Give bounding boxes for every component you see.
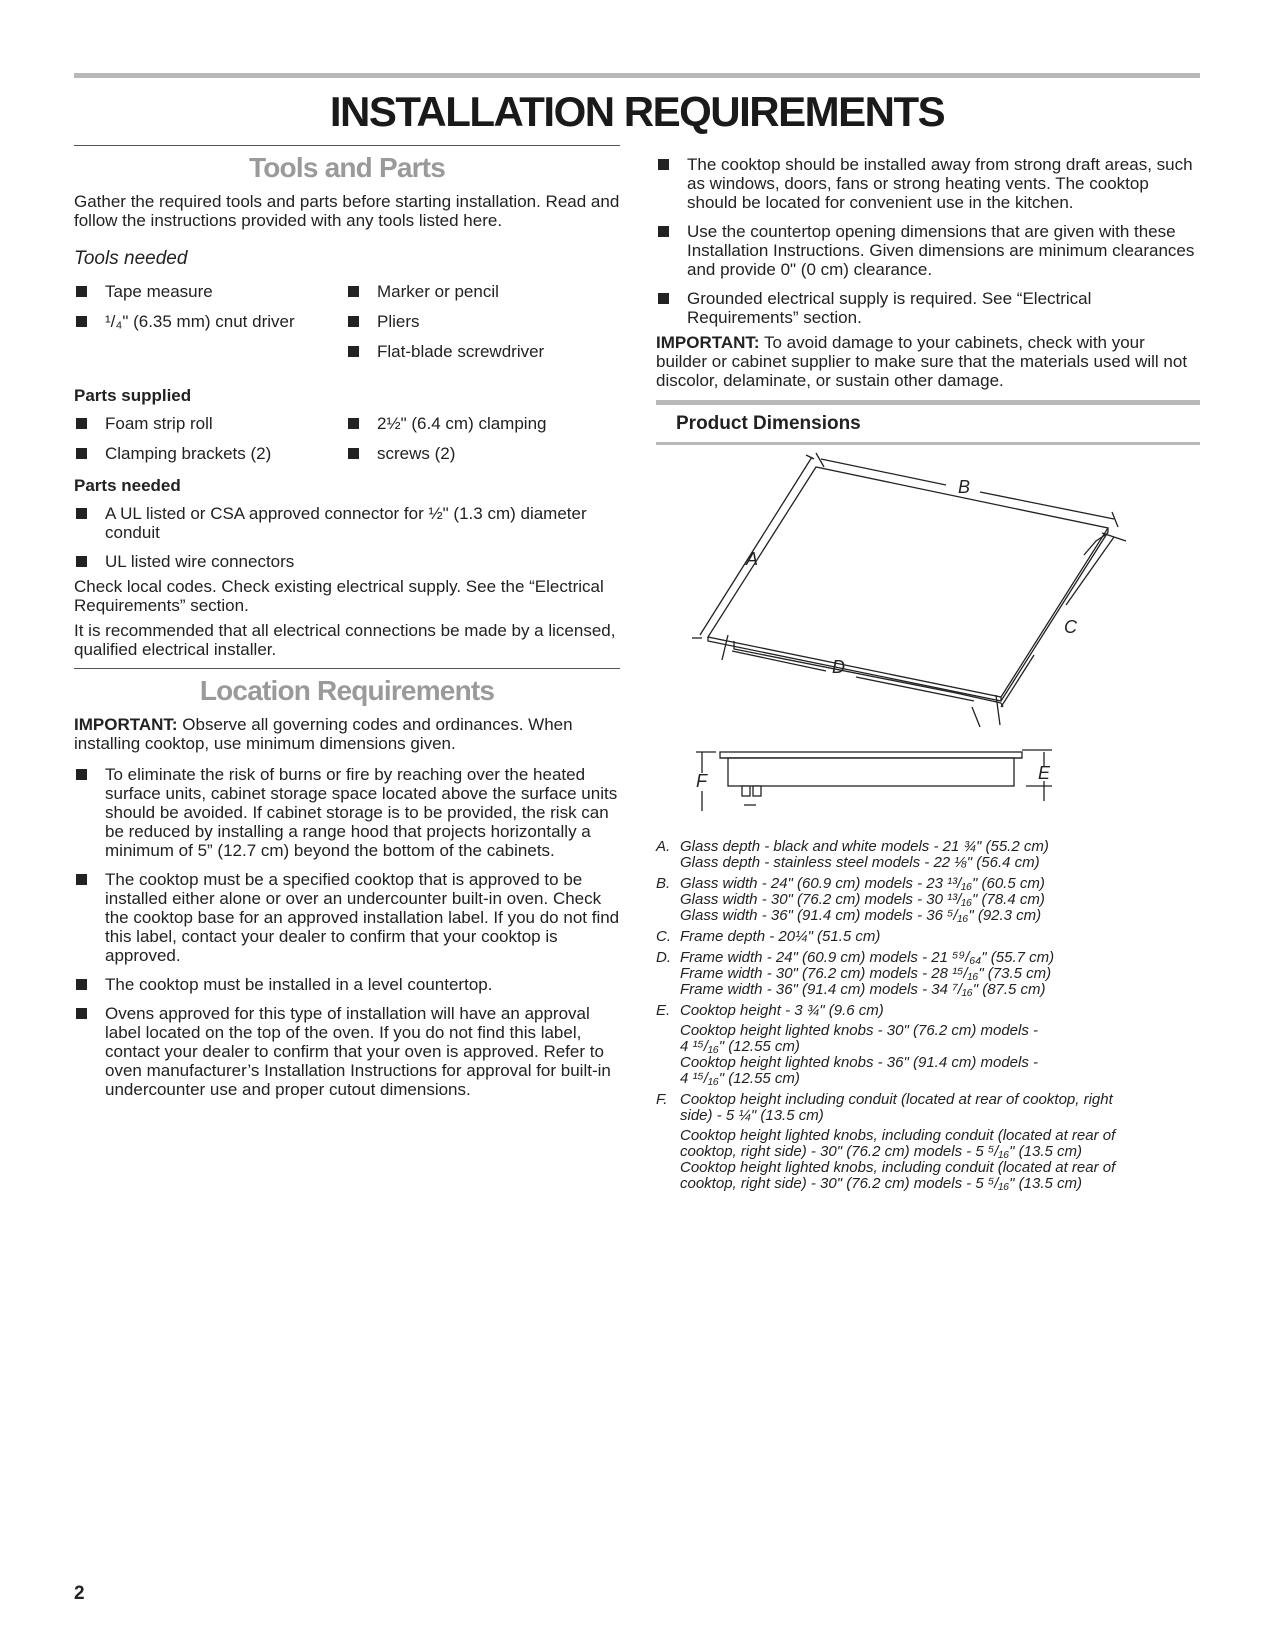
legend-line: Cooktop height - 3 ¾" (9.6 cm) <box>680 1002 884 1019</box>
legend-line: Frame depth - 20¼" (51.5 cm) <box>680 928 881 945</box>
section-rule <box>74 668 620 669</box>
legend-line: Frame width - 36" (91.4 cm) models - 34 ⁷/₁₆" (87.5 cm) <box>680 981 1046 998</box>
product-dimensions-heading: Product Dimensions <box>676 413 861 434</box>
glass-top-outline <box>708 467 1108 697</box>
tools-col-1 <box>74 282 346 372</box>
left-column <box>74 145 620 1109</box>
list-item: Tape measure <box>74 282 346 301</box>
local-codes-note: Check local codes. Check existing electrical supply. See the “Electrical Requirements” section. <box>74 577 604 615</box>
tools-col-2 <box>346 282 618 372</box>
dim-label-c: C <box>1064 617 1077 637</box>
legend-line: Frame width - 30" (76.2 cm) models - 28 ¹⁵/₁₆" (73.5 cm) <box>680 965 1052 982</box>
parts-supplied-list <box>74 414 620 474</box>
top-rule <box>74 73 1200 78</box>
legend-item-f <box>656 1092 1200 1192</box>
parts-needed-list <box>74 504 620 571</box>
right-important <box>656 333 1200 390</box>
legend-item-b <box>656 876 1200 924</box>
location-list <box>74 765 620 1099</box>
list-item: A UL listed or CSA approved connector for ½" (1.3 cm) diameter conduit <box>74 504 620 542</box>
product-dimensions-diagram <box>656 445 1200 835</box>
legend-line: Frame width - 24" (60.9 cm) models - 21 ⁵⁹/₆₄" (55.7 cm) <box>680 949 1055 966</box>
parts-supplied-col-1 <box>74 414 346 474</box>
dim-label-b: B <box>958 477 971 497</box>
list-item: UL listed wire connectors <box>74 552 620 571</box>
list-item: Flat-blade screwdriver <box>346 342 618 361</box>
legend-key: E. <box>656 1002 671 1019</box>
important-label: IMPORTANT: <box>74 715 178 734</box>
legend-line: Cooktop height including conduit (located at rear of cooktop, right side) - 5 ¼" (13.5 cm) <box>680 1091 1113 1124</box>
cooktop-drawing <box>656 445 1200 835</box>
tools-needed-list <box>74 282 620 372</box>
list-item: Clamping brackets (2) <box>74 444 346 463</box>
list-item: screws (2) <box>346 444 618 463</box>
legend-item-e <box>656 1003 1200 1087</box>
section-rule <box>74 145 620 146</box>
legend-item-d <box>656 950 1200 998</box>
legend-line: Glass depth - black and white models - 21 ¾" (55.2 cm) <box>680 838 1049 855</box>
legend-key: D. <box>656 949 671 966</box>
list-item: ¹/₄" (6.35 mm) cnut driver <box>74 312 346 331</box>
list-item: 2½" (6.4 cm) clamping <box>346 414 618 433</box>
list-item: Pliers <box>346 312 618 331</box>
list-item: Foam strip roll <box>74 414 346 433</box>
dim-label-d: D <box>832 657 845 677</box>
right-column <box>656 155 1200 1197</box>
legend-key: C. <box>656 928 671 945</box>
legend-line: Glass depth - stainless steel models - 22 ⅛" (56.4 cm) <box>680 854 1040 871</box>
list-item: To eliminate the risk of burns or fire by reaching over the heated surface units, cabinet storage space located above the surface units should be avoided. If cabinet storage is to be provided, the risk can be reduced by installing a range hood that projects horizontally a minimum of 5” (12.7 cm) beyond the bottom of the cabinets. <box>74 765 620 860</box>
important-text: Observe all governing codes and ordinances. When installing cooktop, use minimum dimensions given. <box>74 715 573 753</box>
tools-parts-title: Tools and Parts <box>249 152 445 183</box>
legend-line: Cooktop height lighted knobs - 30" (76.2 cm) models - 4 ¹⁵/₁₆" (12.55 cm) Cooktop height lighted knobs - 36" (91.4 cm) models - 4 ¹⁵/₁₆" (12.55 cm) <box>680 1022 1039 1087</box>
list-item: Use the countertop opening dimensions that are given with these Installation Instructions. Given dimensions are minimum clearances and provide 0" (0 cm) clearance. <box>656 222 1200 279</box>
dim-label-f: F <box>696 771 707 791</box>
list-item: Marker or pencil <box>346 282 618 301</box>
parts-needed-heading: Parts needed <box>74 476 181 495</box>
list-item: The cooktop should be installed away from strong draft areas, such as windows, doors, fans or strong heating vents. The cooktop should be located for convenient use in the kitchen. <box>656 155 1200 212</box>
dimensions-legend <box>656 839 1200 1192</box>
parts-supplied-col-2 <box>346 414 618 474</box>
tools-parts-intro: Gather the required tools and parts before starting installation. Read and follow the instructions provided with any tools listed here. <box>74 192 620 230</box>
dim-label-e: E <box>1038 763 1051 783</box>
legend-line: Glass width - 24" (60.9 cm) models - 23 ¹³/₁₆" (60.5 cm) <box>680 875 1045 892</box>
legend-line: Cooktop height lighted knobs, including conduit (located at rear of cooktop, right side) - 30" (76.2 cm) models - 5 ⁵/₁₆" (13.5 cm) Cooktop height lighted knobs, including conduit (located at rear of cooktop, right side) - 30" (76.2 cm) models - 5 ⁵/₁₆" (13.5 cm) <box>680 1127 1116 1192</box>
list-item: Ovens approved for this type of installation will have an approval label located on the top of the oven. If you do not find this label, contact your dealer to confirm that your oven is approved. Refer to oven manufacturer’s Installation Instructions for approval for built-in undercounter use and proper cutout dimensions. <box>74 1004 620 1099</box>
page-title: INSTALLATION REQUIREMENTS <box>329 88 945 135</box>
page-number: 2 <box>74 1583 85 1604</box>
important-text: To avoid damage to your cabinets, check with your builder or cabinet supplier to make sure that the materials used will not discolor, delaminate, or sustain other damage. <box>656 333 1188 390</box>
right-list <box>656 155 1200 327</box>
legend-line: Glass width - 30" (76.2 cm) models - 30 ¹³/₁₆" (78.4 cm) <box>680 891 1045 908</box>
list-item: The cooktop must be installed in a level countertop. <box>74 975 620 994</box>
parts-supplied-heading: Parts supplied <box>74 386 192 405</box>
legend-item-c <box>656 929 1200 945</box>
legend-item-a <box>656 839 1200 871</box>
legend-key: B. <box>656 875 671 892</box>
important-label: IMPORTANT: <box>656 333 760 352</box>
location-important <box>74 715 620 753</box>
dim-label-a: A <box>746 549 759 569</box>
legend-line: Glass width - 36" (91.4 cm) models - 36 ⁵/₁₆" (92.3 cm) <box>680 907 1042 924</box>
electrician-note: It is recommended that all electrical connections be made by a licensed, qualified electrical installer. <box>74 621 616 659</box>
list-item: The cooktop must be a specified cooktop that is approved to be installed either alone or over an undercounter built-in oven. Check the cooktop base for an approved installation label. If you do not find this label, contact your dealer to confirm that your cooktop is approved. <box>74 870 620 965</box>
tools-needed-heading: Tools needed <box>74 248 188 269</box>
location-title: Location Requirements <box>199 675 495 706</box>
legend-key: F. <box>656 1091 668 1108</box>
legend-key: A. <box>656 838 671 855</box>
list-item: Grounded electrical supply is required. See “Electrical Requirements” section. <box>656 289 1200 327</box>
